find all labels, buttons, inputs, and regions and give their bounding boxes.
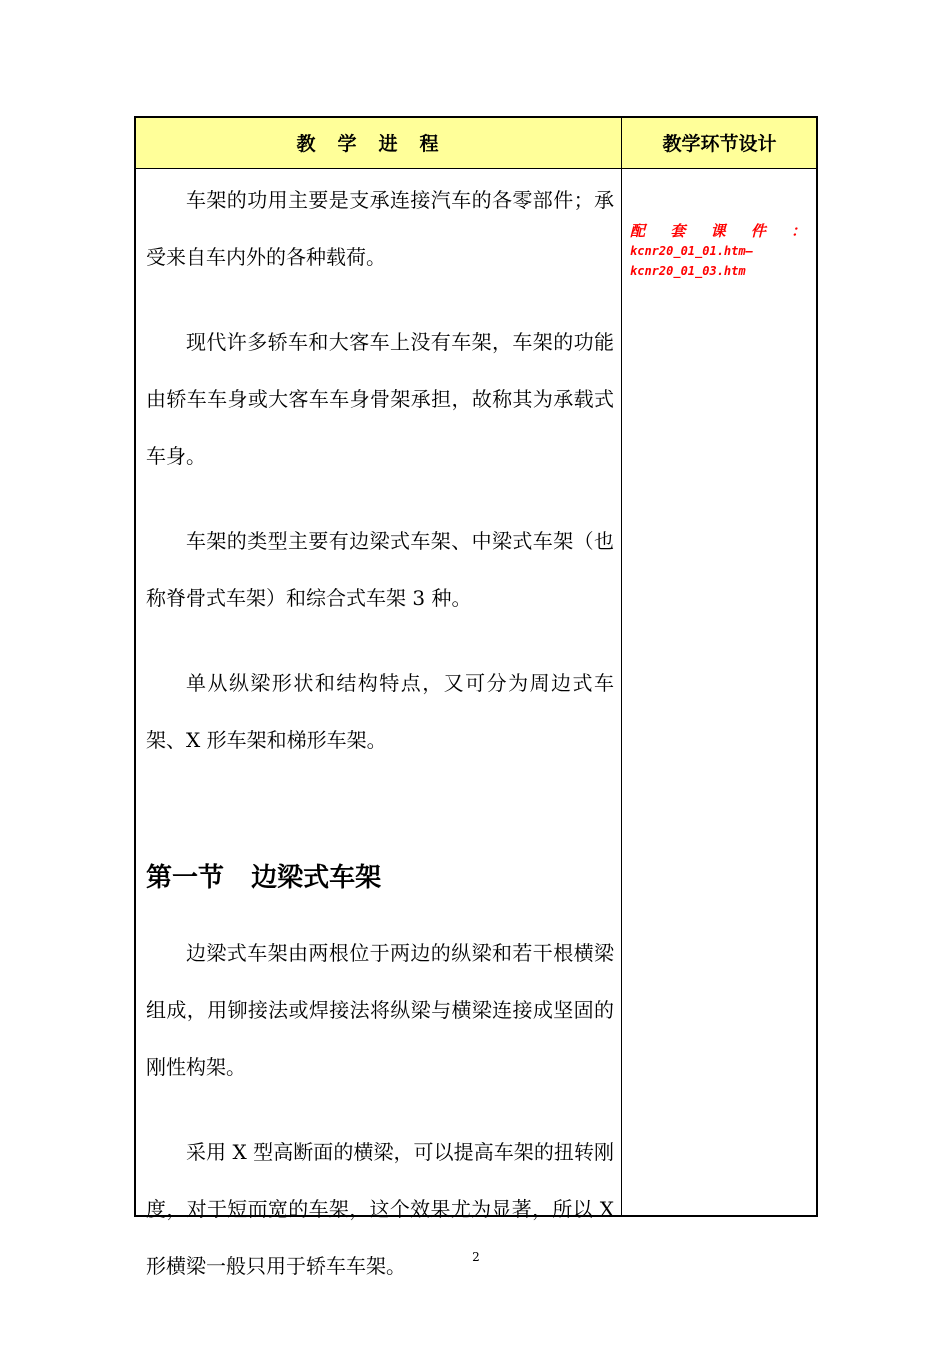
section-heading: 第一节 边梁式车架 [146,863,382,893]
header-teaching-design: 教学环节设计 [662,133,777,155]
courseware-link[interactable]: kcnr20_01_03.htm [630,264,746,278]
paragraph: 采用 X 型高断面的横梁，可以提高车架的扭转刚度，对于短而宽的车架，这个效果尤为显著，所以 X 形横梁一般只用于轿车车架。 [146,1140,614,1278]
paragraph: 边梁式车架由两根位于两边的纵梁和若干根横梁组成，用铆接法或焊接法将纵梁与横梁连接成坚固的刚性构架。 [146,941,614,1079]
header-teaching-process: 教学进程 [296,133,461,155]
column-divider [621,118,622,1215]
lesson-table [134,116,818,1278]
courseware-link[interactable]: kcnr20_01_01.htm— [630,244,753,258]
courseware-label: 配 套 课 件 ： [630,222,806,240]
teaching-process-content [146,172,614,1295]
teaching-design-content [630,221,806,281]
paragraph: 现代许多轿车和大客车上没有车架，车架的功能由轿车车身或大客车车身骨架承担，故称其为承载式车身。 [146,330,614,468]
paragraph: 车架的类型主要有边梁式车架、中梁式车架（也称脊骨式车架）和综合式车架 3 种。 [146,529,614,610]
paragraph: 车架的功用主要是支承连接汽车的各零部件；承受来自车内外的各种载荷。 [146,188,614,269]
page-number: 2 [472,1250,480,1264]
table-header-row [136,118,816,169]
paragraph: 单从纵梁形状和结构特点，又可分为周边式车架、X 形车架和梯形车架。 [146,671,614,752]
